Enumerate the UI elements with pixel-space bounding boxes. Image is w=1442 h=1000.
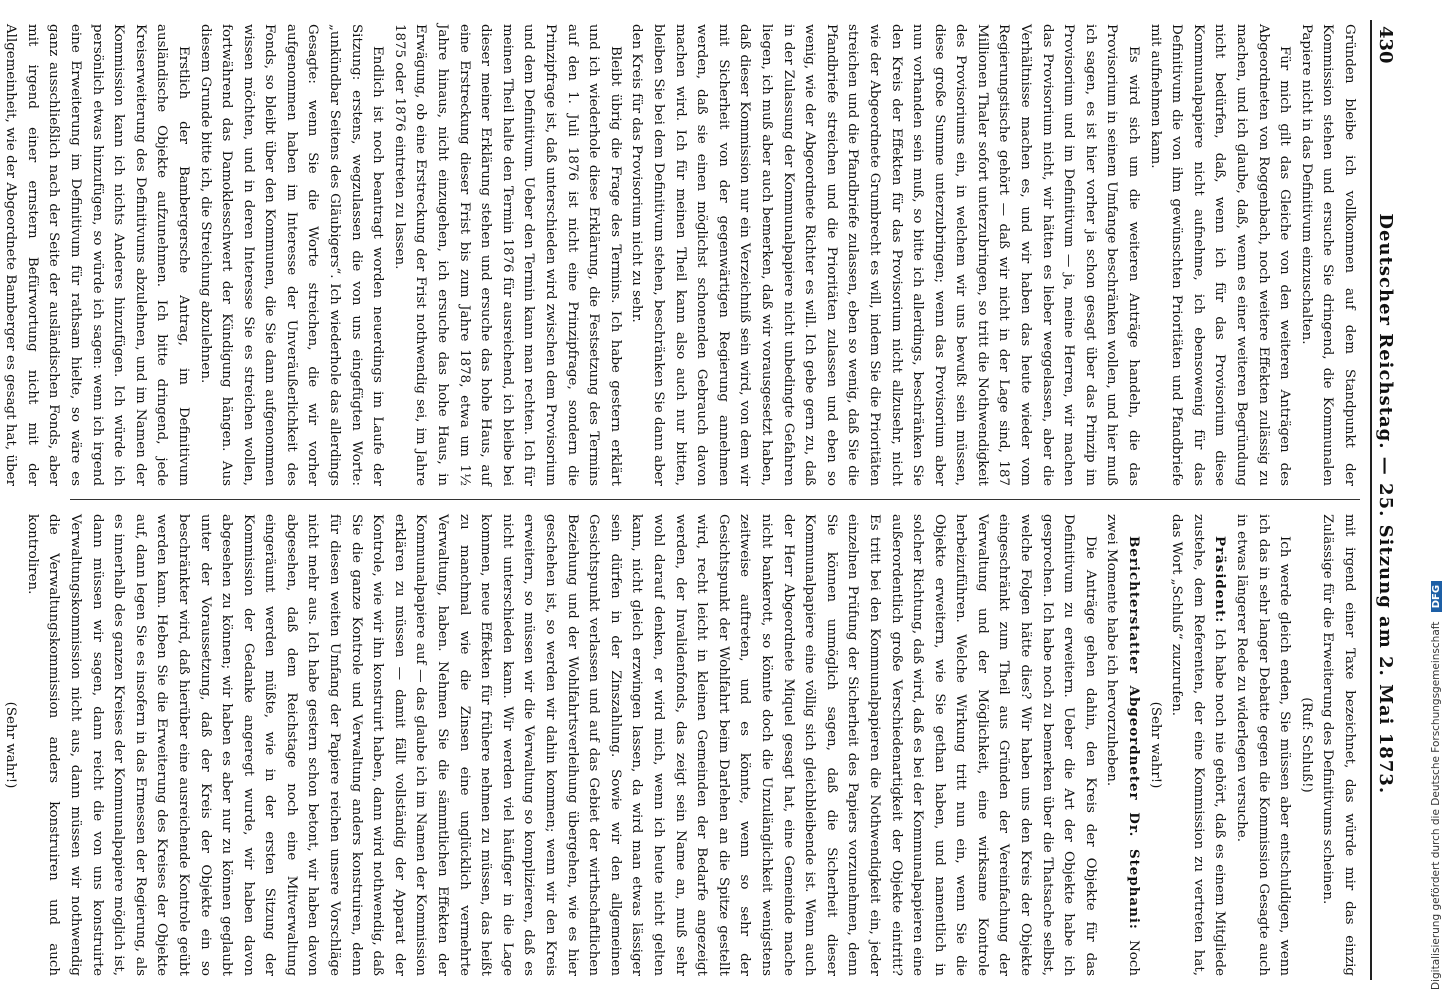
running-head <box>1370 20 1400 980</box>
page-title: Deutscher Reichstag. — 25. Sitzung am 2. Mai 1873. <box>1375 213 1397 795</box>
paragraph: mit irgend einer Taxe bezeichnet, das würde mir das einzig Zulässige für die Erweiterung des Definitivums scheinen. <box>1320 514 1357 976</box>
paragraph: Es wird sich um die weiteren Anträge handeln, die das Provisorium in seinem Umfange beschränken wollen, und hier muß ich sagen, es ist hier vorher ja schon gesagt über das Prinzip im Provisorium und im Definitivum — ja, meine Herren, wir machen das Provisorium nicht, wir hätten es lieber weggelassen, aber die Verhältnisse machen es, und wir haben das heute wieder vom Regierungstische gehört — daß wir nicht in der Lage sind, 187 Millionen Thaler sofort unterzubringen, so tritt die Nothwendigkeit des Provisoriums ein, in welchem wir uns bewußt sein müssen, diese große Summe unterzubringen; wenn das Provisorium aber nun vorhanden sein muß, so bitte ich allerdings, beschränken Sie den Kreis der Effekten für das Provisorium nicht allzusehr, nicht wie der Abgeordnete Grumbrecht es will, indem Sie die Prioritäten streichen und die Pfandbriefe zulassen, eben so wenig, daß Sie die Pfandbriefe streichen und die Prioritäten zulassen und eben so wenig, wie der Abgeordnete Richter es will. Ich gebe gern zu, daß in der Zulassung der Kommunalpapiere nicht unbedingte Gefahren liegen, ich muß aber auch bemerken, daß wir vorausgesetzt haben, daß dieser Kommission nur ein Verzeichniß sein wird, von dem wir mit Sicherheit von der gegenwärtigen Regierung annehmen werden, daß sie einen möglichst schonenden Gebrauch davon machen wird. Ich für meinen Theil kann also auch nur bitten, bleiben Sie bei dem Definitivum stehen, beschränken Sie dann aber den Kreis für das Provisorium nicht zu sehr. <box>629 24 1142 486</box>
speaker-name: Präsident: <box>1212 536 1229 624</box>
speaker-paragraph: Berichterstatter Abgeordneter Dr. Stephani: Noch zwei Momente habe ich hervorzuheben. <box>1104 514 1143 976</box>
digitization-credit-strip <box>1410 0 1442 1000</box>
paragraph: Gründen bleibe ich vollkommen auf dem Standpunkt der Kommission stehen und ersuche Sie dringend, die Kommunalen Papiere nicht in das Definitivum einzuschalten. <box>1298 24 1357 486</box>
paragraph: Erstlich der Bambergersche Antrag, im Definitivum ausländische Objekte aufzunehmen. Ich bitte dringend, jede Kreiserweiterung des Definitivums abzulehnen, und im Namen der Kommission kann ich nichts Anderes hinzufügen. Ich würde ich persönlich etwas hinzufügen, so würde ich sagen: wenn ich irgend eine Erweiterung im Definitivum für rathsam hielte, so wäre es ganz ausschließlich nach der Seite der ausländischen Fonds, aber mit irgend einer ernstern Befürwortung nicht mit der Allgemeinheit, wie der Abgeordnete Bamberger es gesagt hat, über <box>3 24 191 486</box>
dfg-logo: DFG <box>1431 581 1442 612</box>
paragraph: Bleibt übrig die Frage des Termins. Ich habe gestern erklärt und ich wiederhole diese Erklärung, die Festsetzung des Termins auf den 1. Juli 1876 ist nicht eine Prinzipfrage, sondern die Prinzipfrage ist, daß unterschieden wird zwischen dem Provisorium und dem Definitivum. Ueber den Termin kann man rechten. Ich für meinen Theil halte den Termin 1876 für ausreichend, ich bleibe bei dieser meiner Erklärung stehen und ersuche das hohe Haus, auf eine Erstreckung dieser Frist bis zum Jahre 1878, etwa um 1½ Jahre hinaus, nicht einzugehen, ich ersuche das hohe Haus, in Erwägung, ob eine Erstreckung der Frist nothwendig sei, im Jahre 1875 oder 1876 eintreten zu lassen. <box>391 24 623 486</box>
page-number: 430 <box>1375 26 1397 64</box>
interjection: (Sehr wahr!) <box>1147 701 1163 789</box>
left-column <box>3 24 1360 492</box>
paragraph: Ich werde gleich enden, Sie müssen aber entschuldigen, wenn ich das in sehr langer Debatte gegen die Kommission Gesagte auch in etwas längerer Rede zu widerlegen versuche. <box>1234 514 1293 976</box>
paragraph: Für mich gilt das Gleiche von den weiteren Anträgen des Abgeordneten von Roggenbach, noch weitere Effekten zulässig zu machen, und ich glaube, daß, wenn es einer weiteren Begründung nicht bedürfen, daß, wenn ich für das Provisorium diese Kommunalpapiere nicht aufnehme, ich ebensowenig für das Definitivum die von ihm gewünschten Prioritäten und Pfandbriefe mit aufnehmen kann. <box>1147 24 1293 486</box>
right-column <box>3 508 1360 976</box>
digitization-credit <box>1430 10 1442 990</box>
paragraph: Endlich ist noch beantragt worden neuerdings im Laufe der Sitzung: erstens, wegzulassen die von uns eingefügten Worte: „unkündbar Seitens des Gläubigers“. Ich wiederhole das allerdings Gesagte: wenn Sie die Worte streichen, die wir vorher aufgenommen haben im Interesse der Unveräußerlichkeit des Fonds, so bleibt über den Kommunen, die Sie dann aufgenommen wissen möchten, und in deren Interesse Sie es streichen wollen, fortwährend das Damoklesschwert der Kündigung hängen. Aus diesem Grunde bitte ich, die Streichung abzulehnen. <box>197 24 386 486</box>
credit-text: Digitalisierung gefördert durch die Deutsche Forschungsgemeinschaft <box>1430 621 1442 990</box>
speaker-paragraph: Präsident: Ich habe noch nie gehört, daß es einem Mitgliede zustehe, dem Referenten, der eine Kommission zu vertreten hat, das Wort „Schluß“ zuzurufen. <box>1169 514 1229 976</box>
interjection: (Sehr wahr!) <box>3 701 19 789</box>
speaker-name: Berichterstatter Abgeordneter Dr. Stephani: <box>1126 536 1143 930</box>
interjection: (Ruf: Schluß!) <box>1298 697 1314 793</box>
paragraph: Die Anträge gehen dahin, den Kreis der Objekte für das Definitivum zu erweitern. Ueber die Art der Objekte habe ich gesprochen. Ich habe noch zu bemerken über die Thatsache selbst, welche Folgen hätte dies? Wir haben uns den Kreis der Objekte eingeschränkt zum Theil aus Gründen der Vereinfachung der Verwaltung und der Möglichkeit, eine wirksame Kontrole herbeizuführen. Welche Wirkung tritt nun ein, wenn Sie die Objekte erweitern, wie Sie gethan haben, und namentlich in solcher Richtung, daß wird, daß es bei der Kommunalpapieren eine außerordentlich große Verschiedenartigkeit der Objekte eintritt? Es tritt bei den Kommunalpapieren die Nothwendigkeit ein, jeder einzelnen Prüfung der Sicherheit des Papiers vorzunehmen, denn Sie können unmöglich sagen, daß die Sicherheit dieser Kommunalpapiere eine völlig sich gleichbleibende ist. Wenn auch der Herr Abgeordnete Miquel gesagt hat, eine Gemeinde mache nicht bankerott, so könnte doch die Unzulänglichkeit wenigstens zeitweise auftreten, und es könnte, wenn so sehr der Gesichtspunkt der Wohlfahrt beim Darlehen an die Spitze gestellt wird, recht leicht in kleinen Gemeinden der Bedarfe angezeigt werden, der Invalidenfonds, das zeigt sein Name an, muß sehr wohl darauf denken, er wird mich, wenn ich heute nicht gelten kann, nicht gleich erzwingen lassen, da wird man etwas lässiger sein dürfen in der Zinszahlung. Sowie wir den allgemeinen Gesichtspunkt verlassen und auf das Gebiet der wirthschaftlichen Beziehung und der Wohlfahrtsverleihung übergehen, wie es hier geschehen ist, so werden wir dahin kommen; wenn wir den Kreis erweitern, so müssen wir die Verwaltung so komplizieren, daß es nicht unterschieden kann. Wir werden viel häufiger in die Lage kommen, neue Effekten für frühere nehmen zu müssen, das heißt zu manchmal wie die Zinsen eine unglücklich vermehrte Verwaltung, haben. Nehmen Sie die sämmtlichen Effekten der Kommunalpapiere auf — das glaube ich im Namen der Kommission erklären zu müssen — damit fällt vollständig der Apparat der Kontrole, wie wir ihn konstruirt haben, dann wird nothwendig, daß Sie die ganze Kontrole und Verwaltung anders konstruiren, denn für diesen weiten Umfang der Papiere reichen unsere Vorschläge nicht mehr aus. Ich habe gestern schon betont, wir haben davon abgesehen, daß dem Reichstage noch eine Mitverwaltung eingeräumt werden müßte, wie in der ersten Sitzung der Kommission der Gedanke angeregt wurde, wir haben davon abgesehen zu können; wir haben es aber nur zu können geglaubt unter der Voraussetzung, daß der Kreis der Objekte ein so beschränkter wird, daß hierüber eine ausreichende Kontrole geübt werden kann. Heben Sie die Erweiterung des Kreises der Objekte auf, dann legen Sie es insofern in das Ermessen der Regierung, als es innerhalb des ganzen Kreises der Kommunalpapiere möglich ist, dann müssen wir sagen, dann reicht die von uns konstruirte Verwaltungskommission nicht aus, dann müssen wir nothwendig die Verwaltungskommission anders konstruiren und auch kontroliren. <box>24 514 1098 976</box>
newspaper-page <box>3 20 1400 980</box>
column-divider <box>70 499 1360 500</box>
